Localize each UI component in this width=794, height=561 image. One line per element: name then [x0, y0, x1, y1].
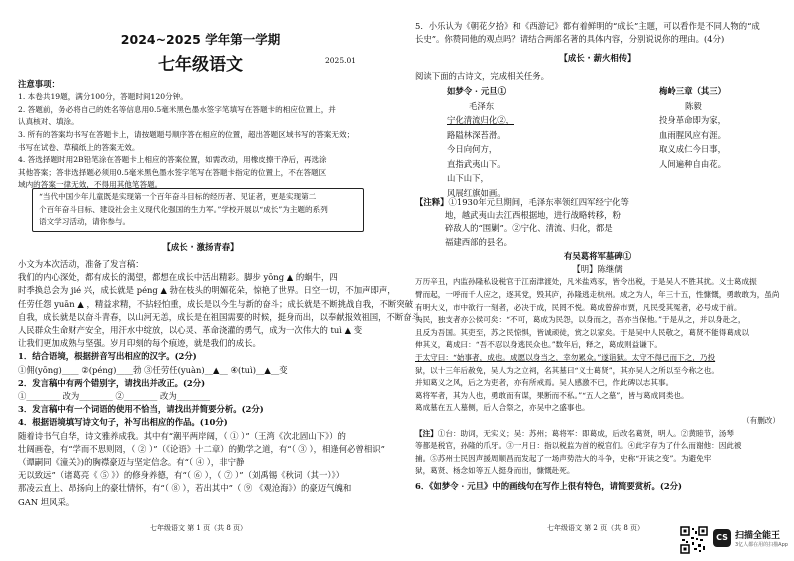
question-4: 4．根据语境填写诗文句子，补写出相应的作品。(10分) — [18, 417, 228, 428]
poem-notes — [415, 196, 780, 249]
poem1-line: 路隘林深苔滑。 — [447, 129, 506, 140]
section-heading: 【成长 · 激扬青春】 — [162, 242, 239, 252]
body-line: 人民群众生命财产安全，用汗水中绽放，以心灵、革命浇灌的勇气，成为一次伟大的 tuì ▲ 变 — [18, 325, 363, 336]
poem-2 — [659, 84, 726, 171]
header-subject: 七年级语文 — [158, 55, 243, 75]
notice-title: 注意事项： — [18, 79, 60, 89]
q4-line: 壮阔画卷，有“学而不思则罔，（ ② ）”（《论语》十二章）的勤学之道，有“（ ③ ），相逢何必曾相识” — [18, 443, 385, 454]
poem1-line: 山下山下， — [447, 173, 489, 183]
poem-1 — [447, 84, 514, 200]
question-2-options: ①________ 改为________ ②________ 改为________ — [18, 391, 211, 402]
body-line: 让我们更加成熟与坚强。岁月印刻的每个痕迹，就是我们的成长。 — [18, 338, 261, 349]
q5-line: 5．小乐认为《朝花夕拾》和《西游记》都有着鲜明的“成长”主题，可以看作是不同人物的“成 — [415, 21, 760, 31]
q4-line: （谭嗣同《潼关》)的胸襟豪迈与坚定信念。有“（ ④ ），非宁静 — [18, 457, 245, 468]
body-line: 我们的内心深处，都有成长的渴望，都想在成长中活出精彩。脚步 yōng ▲ 的蜗牛，四 — [18, 272, 338, 283]
poem2-author: 陈毅 — [685, 100, 702, 111]
header-date: 2025.01 — [325, 56, 357, 65]
essay-line: 臂而起，一呼而千人应之，逐其党，毁其庐，孙隆逃走杭州。成之为人，年三十五，性慷慨，勇敢敢为，虽尚 — [415, 290, 780, 299]
notice-line: 域内的答案一律无效，不得用其他笔答题。 — [18, 180, 163, 190]
quote-line: 语文学习活动，请你参与。 — [39, 217, 131, 227]
notice-line: 4. 答选择题时用2B铅笔涂在答题卡上相应的答案位置，如需改动，用橡皮擦干净后，再选涂 — [18, 155, 327, 165]
poem2-line: 取义成仁今日事， — [659, 144, 726, 154]
notice-line: 1. 本卷共19题，满分100分，答题时间120分钟。 — [18, 92, 188, 102]
poem1-author: 毛泽东 — [469, 100, 495, 111]
logo-badge: CS — [716, 533, 728, 542]
q4-line: GAN 坦风采。 — [18, 496, 75, 507]
essay-line: 且反为吾国。其吏至，苏之民惊惧，皆诚顽徒，赏之以家矣。于是吴中人民敬之，葛贤不能得葛成以 — [415, 327, 750, 337]
note-line: ①1930年元旦期间，毛泽东率领红四军经宁化等 — [448, 197, 629, 207]
question-5 — [415, 20, 780, 46]
essay-source: （有删改） — [742, 415, 780, 425]
note2-line: ①台：助词，无实义；吴：苏州；葛将军：即葛成，后改名葛贤，明人。②黄睦节，汤琴 — [437, 428, 734, 438]
quote-box — [32, 188, 364, 232]
logo-title: 扫描全能王 — [735, 531, 781, 541]
page-right — [397, 0, 794, 561]
poem2-line: 人间遍种自由花。 — [659, 158, 726, 169]
poem1-line: 宁化清流归化②， — [447, 115, 514, 125]
notice-line: 其他答案；答非选择题必须用0.5毫米黑色墨水签字笔写在答题卡指定的位置上，不在答题区 — [18, 167, 327, 177]
camscanner-logo-text — [735, 528, 788, 548]
question-6: 6．《如梦令 · 元旦》中的画线句在写作上很有特色，请简要赏析。(2分) — [415, 480, 683, 491]
question-1: 1．结合语境，根据拼音写出相应的汉字。(2分) — [18, 351, 197, 362]
essay-author: 【明】陈继儒 — [572, 264, 623, 275]
body-line: 小文为本次活动，准备了发言稿： — [18, 259, 144, 269]
logo-subtitle: 3亿人都在用的扫描App — [735, 542, 788, 548]
body-line: 自我，成长就是以奋斗青春，以山河无恙，成长是在祖国需要的时候，挺身而出，以奉献报效祖国，不断奋斗， — [18, 311, 429, 322]
essay-line: 狱，以十三年后赦免，吴人为之立祠，名其墓曰“义士葛贤”，其亦吴人之所以至今称之也。 — [415, 365, 719, 375]
note2-line: 狱，葛贤、杨念如等五人挺身而出，慷慨赴死。 — [415, 466, 575, 476]
poem2-title: 梅岭三章（其三） — [659, 86, 726, 96]
essay-line: 夫民，独支者亦公侯可矣：“不可，葛成为民怨，以身而之，吾亦当保他。”于是从之，并以身赴之， — [415, 315, 746, 325]
notice-line: 认真核对、填涂。 — [18, 117, 79, 127]
note2-line: 等都是税官，孙隆的爪牙。③一月日：指以税监为首的税官们。④此字存为了什么而谢他：因此被 — [415, 441, 742, 451]
speech-body — [18, 258, 429, 509]
q4-line: 无以致远”（诸葛亮《 ⑤ 》）的修身养德，有“（ ⑥ ），（ ⑦ ）”（刘禹锡《秋词（其一）》） — [18, 470, 345, 481]
q4-line: 随着诗书气自华，诗文雅养成我。其中有“潮平两岸阔，（ ① ）”（王湾《次北固山下》）的 — [18, 430, 346, 441]
notice-line: 2. 答题前，务必将自己的姓名等信息用0.5毫米黑色墨水签字笔填写在答题卡的相应位置上，并 — [18, 104, 336, 114]
essay-line: 万历辛丑，内监孙隆私设税官于江南津渡处，凡米盐鸡豕，皆令出税，于是吴人不胜其扰。义士葛成振 — [415, 277, 757, 287]
essay-title: 有吴葛将军墓碑① — [564, 251, 631, 261]
essay-line: 葛将军者，其为人也，勇敢而有谋，果断而不私。”“五人之墓”，皆与葛成同类也。 — [415, 390, 689, 400]
note2-line: 捕。⑤苏州士民因声援周顺昌而发起了一场声势浩大的斗争，史称“开读之变”。为避免牢 — [415, 453, 712, 463]
poem2-line: 血雨腥风应有涯。 — [659, 129, 726, 140]
notice-block — [18, 78, 383, 192]
camscanner-logo-icon — [713, 529, 731, 547]
essay-line: 有明大义，市中欲行一刻者，必决于成，民罔不悦。葛成曾辞市贾，凡民受其冤者，必号成于前。 — [415, 302, 742, 312]
question-2: 2．发言稿中有两个错别字，请找出并改正。(2分) — [18, 377, 206, 388]
notice-line: 3. 所有的答案均书写在答题卡上，请按题题号顺序答在相应的位置，超出答题区域书写的答案无效； — [18, 129, 355, 139]
notice-line: 书写在试卷、草稿纸上的答案无效。 — [18, 142, 140, 152]
body-line: 时季换总会为 jié 兴，成长就是 péng ▲ 勃在枝头的明媚花朵，惊艳了世界。日空一切，不加声即声， — [18, 285, 396, 296]
quote-line: “当代中国少年儿童既是实现第一个百年奋斗目标的经历者、见证者，更是实现第二 — [39, 192, 317, 201]
note-line: 地，越武夷山去江西根据地，进行战略转移，粉 — [445, 210, 621, 221]
question-3: 3．发言稿中有一个词语的使用不恰当，请找出并简要分析。(2分) — [18, 404, 264, 415]
quote-line: 个百年奋斗目标、建设社会主义现代化强国的生力军。”学校开展以“成长”为主题的系列 — [39, 204, 328, 214]
page-footer-left: 七年级语文 第 1 页（共 8 页） — [149, 524, 248, 532]
q5-line: 长史”。你赞同他的观点吗？请结合两部名著的具体内容，分别说说你的理由。(4分) — [415, 34, 725, 45]
section-heading-2: 【成长 · 薪火相传】 — [559, 53, 636, 63]
q4-line: 那凌云直上、昂扬向上的豪壮情怀，有“（ ⑧ ），若出其中”（ ⑨ 《观沧海》）的豪迈气魄和 — [18, 483, 352, 494]
essay — [415, 250, 780, 493]
poem2-line: 投身革命即为家， — [659, 115, 726, 125]
header-year: 2024~2025 学年第一学期 — [120, 32, 281, 47]
poem1-line: 风展红旗如画。 — [447, 187, 506, 198]
note-line: 碎敌人的“围剿”。②宁化、清流、归化，都是 — [445, 223, 613, 234]
question-1-options: ①佣(yōng)____ ②(péng)____勃 ③任劳任(yuàn)__▲__ ④(tuì)__▲__变 — [18, 364, 288, 375]
note-label: 【注释】 — [415, 197, 449, 207]
note2-label: 【注】 — [415, 428, 438, 438]
poem1-title: 如梦令 · 元旦① — [447, 86, 506, 96]
essay-line: 于太守曰：“始事者，成也。成愿以身当之，幸勿累众。”遂诣狱。太守不得已而下之，乃投 — [415, 352, 716, 362]
essay-line: 伸其义，葛成曰：“吾不忍以身逃民众也。”数年后，释之，葛成则益谦下。 — [415, 340, 662, 350]
note-line: 福建西部的县名。 — [445, 236, 512, 247]
qr-code-icon — [680, 526, 708, 554]
poem1-line: 直指武夷山下。 — [447, 158, 506, 169]
page-footer-right: 七年级语文 第 2 页（共 8 页） — [546, 524, 645, 532]
essay-line: 并知葛义之风，后之为吏者，亦有所戒焉。吴人感激不已，作此碑以志其事。 — [415, 378, 674, 388]
poem1-line: 今日向何方， — [447, 144, 498, 154]
body-line: 任劳任怨 yuān ▲ ，精益求精，不拈轻怕重，成长是以今生与新的奋斗；成长就是不断挑战自我，不断突破 — [18, 298, 414, 309]
essay-line: 葛成墓在五人墓侧，后人合祭之，亦吴中之盛事也。 — [415, 403, 590, 413]
reading-intro: 阅读下面的古诗文，完成相关任务。 — [415, 71, 549, 81]
